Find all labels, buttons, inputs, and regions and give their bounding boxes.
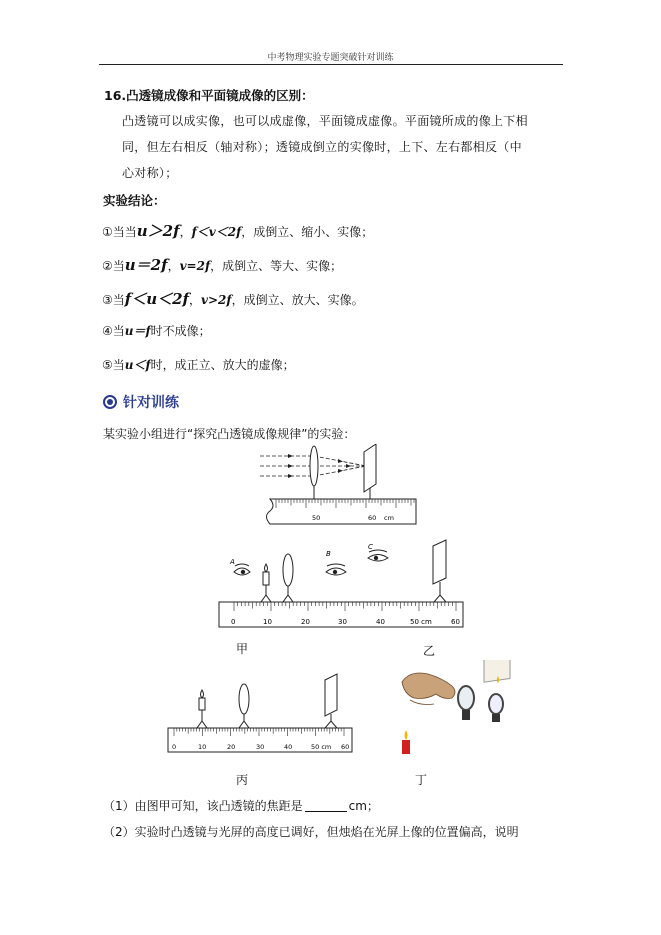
ruler-2 bbox=[219, 602, 463, 627]
comparison-paragraph bbox=[122, 108, 567, 186]
candle-icon bbox=[402, 730, 410, 754]
question-text: （1）由图甲可知，该凸透镜的焦距是 bbox=[103, 799, 303, 813]
conclusion-item-1 bbox=[102, 220, 373, 241]
convex-lens-icon bbox=[283, 554, 293, 602]
figure-focal-length bbox=[258, 444, 418, 530]
lens-holder-icon bbox=[458, 686, 503, 722]
condition-u: u＜f bbox=[124, 358, 151, 372]
light-screen-icon bbox=[484, 660, 510, 683]
item-prefix: ③当 bbox=[102, 293, 125, 307]
tick-label: 40 bbox=[284, 743, 293, 751]
tick-label: 0 bbox=[231, 618, 236, 626]
condition-u: u＝f bbox=[124, 324, 151, 338]
section-title-16: 16.凸透镜成像和平面镜成像的区别： bbox=[104, 88, 314, 103]
candle-icon bbox=[197, 690, 207, 728]
light-screen-icon bbox=[325, 674, 337, 728]
light-screen-icon bbox=[433, 540, 446, 602]
separator: ， bbox=[167, 259, 180, 273]
condition-v: v=2f bbox=[179, 259, 211, 273]
eye-label: C bbox=[368, 543, 373, 551]
convex-lens-icon bbox=[239, 684, 249, 728]
question-unit: cm； bbox=[348, 799, 379, 813]
condition-u: u＝2f bbox=[124, 256, 168, 274]
tick-label: 60 bbox=[368, 514, 377, 522]
item-result: 时不成像； bbox=[150, 324, 211, 338]
tick-label: 50 cm bbox=[410, 618, 432, 626]
item-result: ，成倒立、缩小、实像； bbox=[241, 225, 374, 239]
question-text: （2）实验时凸透镜与光屏的高度已调好，但烛焰在光屏上像的位置偏高，说明 bbox=[103, 825, 519, 839]
paragraph-line: 凸透镜可以成实像，也可以成虚像，平面镜成虚像。平面镜所成的像上下相 bbox=[122, 114, 528, 128]
condition-v: v>2f bbox=[201, 293, 232, 307]
condition-u: u＞2f bbox=[136, 222, 180, 240]
tick-label: 30 bbox=[256, 743, 265, 751]
tick-label: 40 bbox=[376, 618, 385, 626]
figure-bench-bing bbox=[167, 670, 355, 760]
item-result: ，成倒立、等大、实像； bbox=[210, 259, 343, 273]
tick-label: 10 bbox=[198, 743, 207, 751]
experiment-intro: 某实验小组进行“探究凸透镜成像规律”的实验： bbox=[103, 427, 356, 441]
conclusion-item-4 bbox=[102, 322, 211, 339]
header-divider bbox=[99, 64, 563, 65]
separator: ， bbox=[189, 293, 202, 307]
hand-icon bbox=[402, 673, 455, 705]
bullet-icon bbox=[103, 395, 117, 409]
item-result: 时，成正立、放大的虚像； bbox=[150, 358, 295, 372]
tick-label: 30 bbox=[338, 618, 347, 626]
tick-label: 60 bbox=[451, 618, 460, 626]
candle-icon bbox=[261, 564, 271, 602]
conclusion-item-3 bbox=[102, 288, 364, 309]
caption-bing: 丙 bbox=[236, 773, 249, 787]
condition-v: f＜v＜2f bbox=[191, 225, 242, 239]
conclusion-item-2 bbox=[102, 254, 342, 275]
eye-c bbox=[368, 543, 388, 561]
conclusion-heading: 实验结论： bbox=[103, 193, 166, 208]
item-prefix: ④当 bbox=[102, 324, 125, 338]
tick-label: 0 bbox=[172, 743, 177, 751]
figure-bench-jia bbox=[218, 538, 465, 633]
eye-b bbox=[326, 550, 346, 575]
ruler-1 bbox=[267, 499, 417, 524]
caption-yi: 乙 bbox=[423, 644, 436, 658]
conclusion-item-5 bbox=[102, 356, 295, 373]
eye-label: B bbox=[326, 550, 331, 558]
eye-label: A bbox=[230, 558, 235, 566]
answer-blank[interactable] bbox=[305, 799, 347, 812]
item-result: ，成倒立、放大、实像。 bbox=[231, 293, 364, 307]
tick-label: 20 bbox=[301, 618, 310, 626]
eye-a bbox=[229, 558, 250, 575]
separator: ， bbox=[179, 225, 192, 239]
paragraph-line: 心对称）； bbox=[122, 166, 178, 180]
tick-label: 10 bbox=[263, 618, 272, 626]
page-header: 中考物理实验专题突破针对训练 bbox=[267, 53, 394, 63]
tick-label: 60 bbox=[341, 743, 350, 751]
figure-magnifier-ding bbox=[400, 660, 530, 760]
condition-u: f＜u＜2f bbox=[124, 290, 190, 308]
tick-label: 50 bbox=[312, 514, 321, 522]
paragraph-line: 同，但左右相反（轴对称）；透镜成倒立的实像时，上下、左右都相反（中 bbox=[122, 140, 522, 154]
caption-jia: 甲 bbox=[236, 642, 249, 656]
tick-label: cm bbox=[384, 514, 394, 522]
training-section-heading bbox=[103, 392, 179, 412]
tick-label: 50 cm bbox=[311, 743, 332, 751]
question-1 bbox=[103, 797, 379, 814]
convex-lens-icon bbox=[310, 446, 318, 486]
light-screen-icon bbox=[364, 444, 376, 492]
question-2 bbox=[103, 823, 519, 840]
tick-label: 20 bbox=[227, 743, 236, 751]
ruler-3 bbox=[168, 728, 352, 752]
section-label: 针对训练 bbox=[123, 395, 179, 411]
item-prefix: ①当当 bbox=[102, 225, 137, 239]
item-prefix: ②当 bbox=[102, 259, 125, 273]
caption-ding: 丁 bbox=[415, 773, 428, 787]
item-prefix: ⑤当 bbox=[102, 358, 125, 372]
